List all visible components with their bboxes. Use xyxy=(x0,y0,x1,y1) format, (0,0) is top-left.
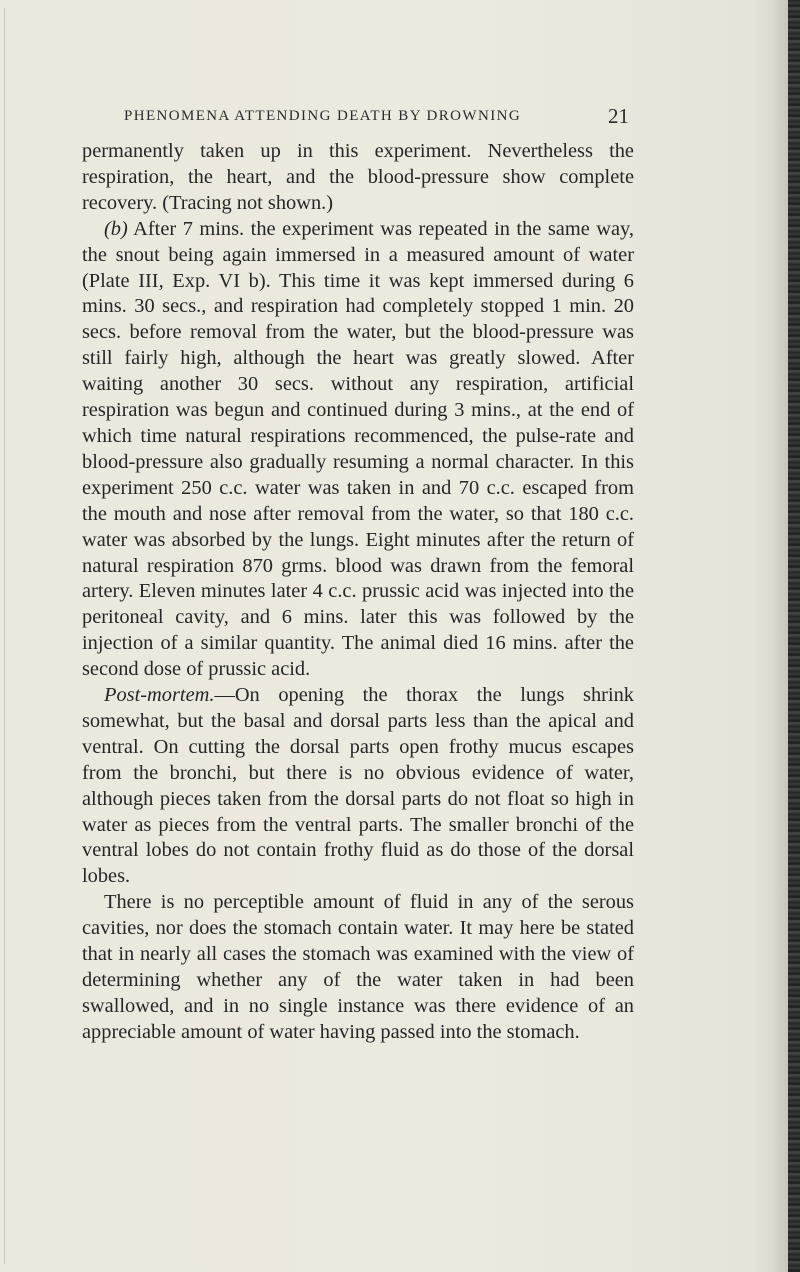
book-spine-edge xyxy=(788,0,800,1272)
paragraph-text: There is no perceptible amount of fluid in any of the serous cavities, nor does the stomach contain water. It may here be stated that in nearly all cases the stomach was examined with the view of determining whether any of the water taken in had been swallowed, and in no single instance was there evidence of an appreciable amount of water having passed into the stomach. xyxy=(82,891,634,1043)
running-head: PHENOMENA ATTENDING DEATH BY DROWNING xyxy=(124,108,522,124)
paragraph-continuation xyxy=(82,139,634,217)
paragraph-text: After 7 mins. the experiment was repeated in the same way, the snout being again immersed in a measured amount of water (Plate III, Exp. VI b). This time it was kept immersed during 6 mins. 30 secs., and respiration had completely stopped 1 min. 20 secs. before removal from the water, but the blood-pressure was still fairly high, although the heart was greatly slowed. After waiting another 30 secs. without any respiration, artificial respiration was begun and continued during 3 mins., at the end of which time natural respirations recommenced, the pulse-rate and blood-pressure also gradually resuming a normal character. In this experiment 250 c.c. water was taken in and 70 c.c. escaped from the mouth and nose after removal from the water, so that 180 c.c. water was absorbed by the lungs. Eight minutes after the return of natural respiration 870 grms. blood was drawn from the femoral artery. Eleven minutes later 4 c.c. prussic acid was injected into the peritoneal cavity, and 6 mins. later this was followed by the injection of a similar quantity. The animal died 16 mins. after the second dose of prussic acid. xyxy=(82,217,634,681)
paragraph-lead: (b) xyxy=(104,217,128,240)
paragraph-lead: Post-mortem. xyxy=(104,684,215,707)
paragraph-text: permanently taken up in this experiment. Nevertheless the respiration, the heart, and the blood-pressure show complete recovery. (Tracing not shown.) xyxy=(82,140,634,214)
paragraph-serous-cavities xyxy=(82,890,634,1045)
page-number: 21 xyxy=(608,104,629,128)
body-text xyxy=(82,139,634,1046)
binding-shadow xyxy=(774,0,788,1272)
paragraph-b xyxy=(82,217,634,683)
page-edge-line xyxy=(4,8,5,1264)
paragraph-text: —On opening the thorax the lungs shrink somewhat, but the basal and dorsal parts less than the apical and ventral. On cutting the dorsal parts open frothy mucus escapes from the bronchi, but there is no obvious evidence of water, although pieces taken from the dorsal parts do not float so high in water as pieces from the ventral parts. The smaller bronchi of the ventral lobes do not contain frothy fluid as do those of the dorsal lobes. xyxy=(82,684,634,888)
page-header xyxy=(124,104,629,130)
paragraph-post-mortem xyxy=(82,683,634,890)
